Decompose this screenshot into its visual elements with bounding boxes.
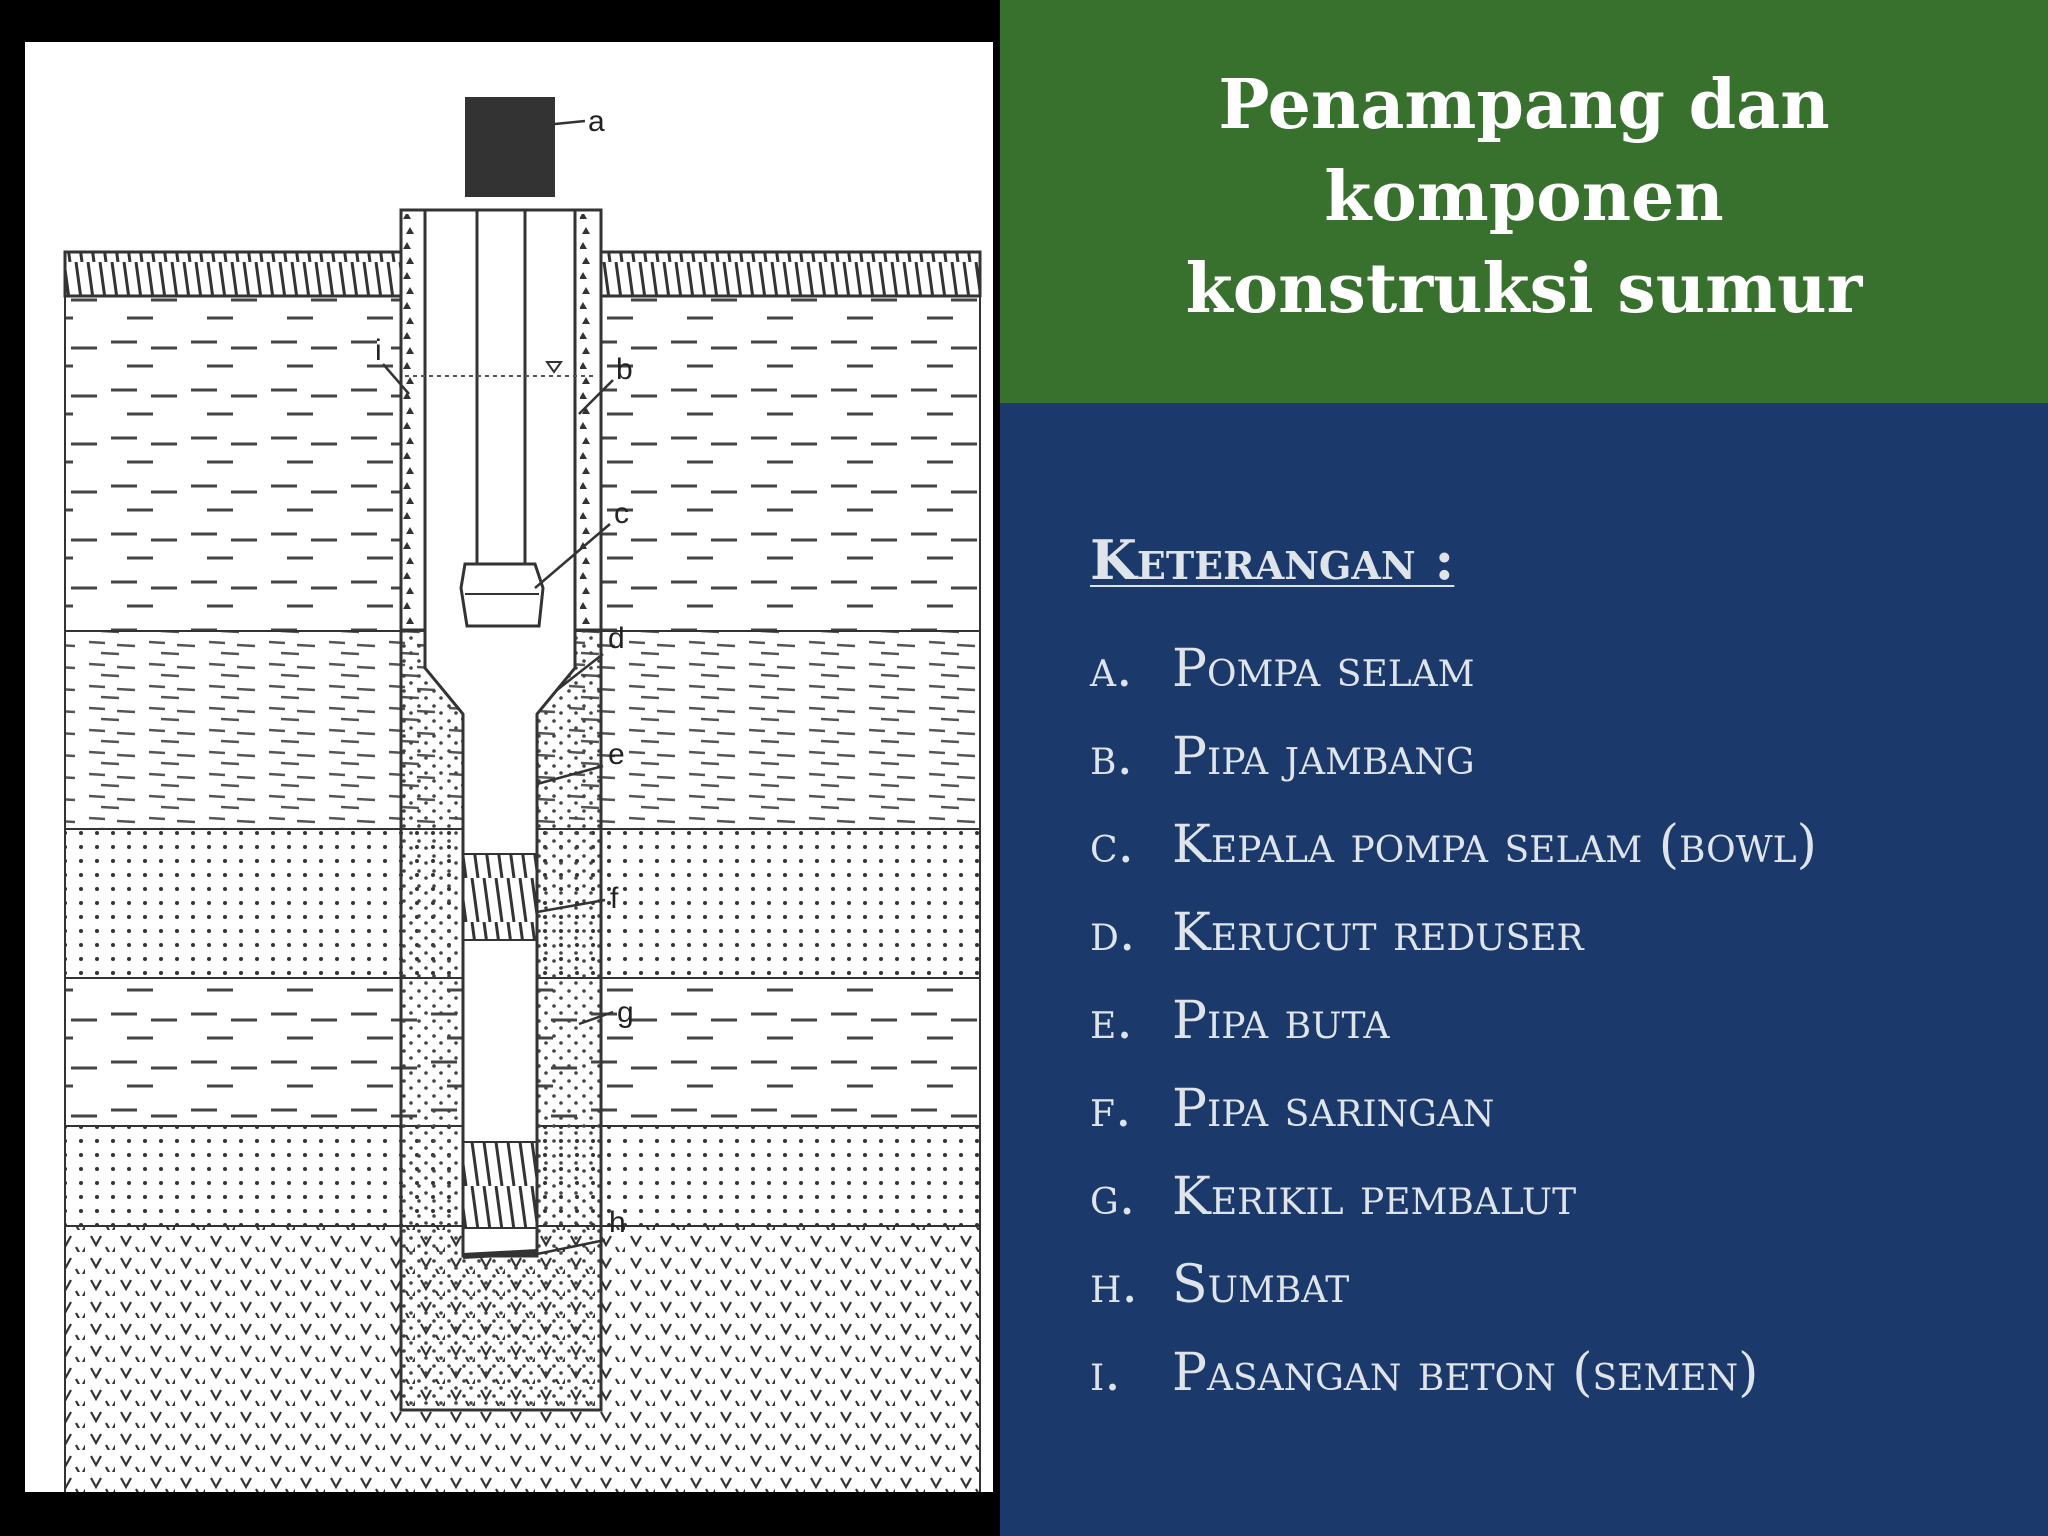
- label-a: a: [588, 105, 605, 138]
- legend-item: [1090, 801, 1817, 889]
- concrete-left: [403, 214, 423, 628]
- plug: [463, 1252, 537, 1256]
- legend-item: [1090, 977, 1817, 1065]
- legend-heading: Keterangan :: [1090, 528, 1455, 592]
- title-banner: [1000, 0, 2048, 403]
- pump-riser-pipe: [477, 210, 525, 570]
- legend-letter: f.: [1090, 1079, 1132, 1139]
- concrete-right: [580, 214, 600, 628]
- well-cross-section-diagram: [25, 42, 993, 1492]
- label-g: g: [617, 996, 634, 1029]
- legend-text: Pasangan beton (semen): [1172, 1343, 1759, 1403]
- legend-letter: e.: [1090, 991, 1133, 1051]
- label-h: h: [609, 1206, 626, 1239]
- legend-text: Kerucut reduser: [1172, 903, 1584, 963]
- screen-pipe-2: [463, 1142, 537, 1228]
- label-d: d: [608, 622, 625, 655]
- legend-list: [1090, 625, 1817, 1417]
- legend-panel: [1000, 403, 2048, 1536]
- slide-title: Penampang dan komponen konstruksi sumur: [1185, 64, 1863, 329]
- legend-text: Pipa saringan: [1172, 1079, 1495, 1139]
- legend-text: Pipa buta: [1172, 991, 1390, 1051]
- legend-letter: g.: [1090, 1167, 1136, 1227]
- legend-letter: i.: [1090, 1343, 1121, 1403]
- label-c: c: [614, 497, 629, 530]
- legend-item: [1090, 1241, 1817, 1329]
- legend-letter: a.: [1090, 639, 1133, 699]
- submersible-pump: [465, 97, 555, 197]
- left-panel: [0, 0, 1000, 1536]
- legend-letter: c.: [1090, 815, 1135, 875]
- label-f: f: [610, 882, 619, 915]
- legend-item: [1090, 1153, 1817, 1241]
- legend-text: Sumbat: [1172, 1255, 1350, 1315]
- legend-item: [1090, 889, 1817, 977]
- screen-pipe-1: [463, 854, 537, 940]
- legend-text: Pipa jambang: [1172, 727, 1475, 787]
- legend-text: Kepala pompa selam (bowl): [1172, 815, 1817, 875]
- label-b: b: [616, 353, 633, 386]
- legend-text: Kerikil pembalut: [1172, 1167, 1577, 1227]
- legend-letter: b.: [1090, 727, 1133, 787]
- legend-item: [1090, 1329, 1817, 1417]
- legend-letter: d.: [1090, 903, 1136, 963]
- legend-item: [1090, 1065, 1817, 1153]
- legend-item: [1090, 713, 1817, 801]
- label-i: i: [375, 334, 382, 367]
- legend-text: Pompa selam: [1172, 639, 1475, 699]
- legend-letter: h.: [1090, 1255, 1138, 1315]
- legend-item: [1090, 625, 1817, 713]
- label-e: e: [608, 738, 625, 771]
